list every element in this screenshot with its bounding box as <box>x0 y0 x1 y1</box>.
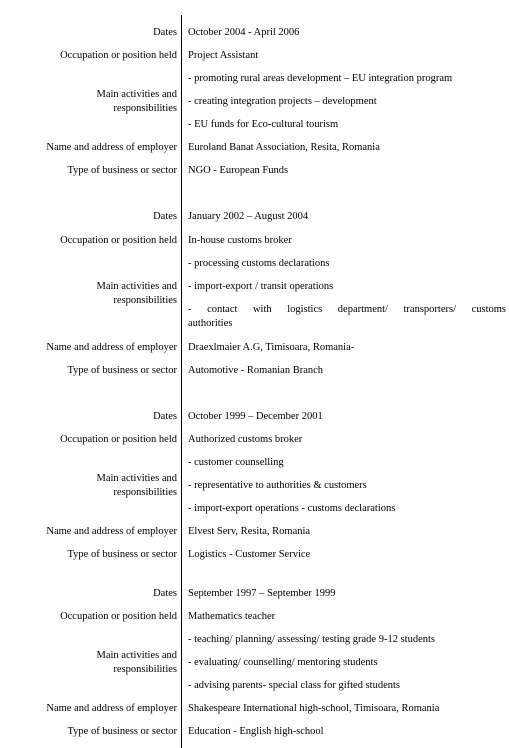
dates-label: Dates <box>153 411 177 422</box>
activities-label-line1: Main activities and <box>96 650 177 661</box>
dates-value: January 2002 – August 2004 <box>188 211 309 222</box>
activities-label-line2: responsibilities <box>113 664 177 675</box>
dates-value: October 1999 – December 2001 <box>188 411 323 422</box>
activities-label-line1: Main activities and <box>96 473 177 484</box>
sector-value: NGO - European Funds <box>188 165 289 176</box>
occupation-value: Project Assistant <box>188 50 259 61</box>
activities-label-line2: responsibilities <box>113 295 177 306</box>
occupation-label: Occupation or position held <box>60 235 177 246</box>
employer-value: Euroland Banat Association, Resita, Romania <box>188 142 380 153</box>
dates-value: October 2004 - April 2006 <box>188 27 300 38</box>
sector-value: Automotive - Romanian Branch <box>188 365 324 376</box>
dates-label: Dates <box>153 588 177 599</box>
occupation-value: In-house customs broker <box>188 235 292 246</box>
occupation-value: Mathematics teacher <box>188 611 276 622</box>
occupation-label: Occupation or position held <box>60 434 177 445</box>
activity-item: - EU funds for Eco-cultural tourism <box>188 119 339 130</box>
employer-label: Name and address of employer <box>46 342 177 353</box>
sector-label: Type of business or sector <box>67 549 177 560</box>
sector-value: Logistics - Customer Service <box>188 549 311 560</box>
column-divider <box>181 15 182 748</box>
employer-label: Name and address of employer <box>46 142 177 153</box>
activity-item-line: - contact with logistics department/ transporters/ customs <box>188 304 506 315</box>
sector-label: Type of business or sector <box>67 365 177 376</box>
activity-item: - creating integration projects – development <box>188 96 377 107</box>
activity-item: - advising parents- special class for gifted students <box>188 680 400 691</box>
sector-label: Type of business or sector <box>67 165 177 176</box>
activity-item: - customer counselling <box>188 457 284 468</box>
dates-label: Dates <box>153 211 177 222</box>
employer-label: Name and address of employer <box>46 526 177 537</box>
occupation-label: Occupation or position held <box>60 611 177 622</box>
employer-value: Draexlmaier A.G, Timisoara, Romania- <box>188 342 355 353</box>
occupation-value: Authorized customs broker <box>188 434 303 445</box>
activity-item: - evaluating/ counselling/ mentoring students <box>188 657 378 668</box>
activities-label-line1: Main activities and <box>96 89 177 100</box>
employer-label: Name and address of employer <box>46 703 177 714</box>
activity-item: - import-export operations - customs declarations <box>188 503 396 514</box>
activity-item-line: authorities <box>188 318 233 329</box>
activity-item: - representative to authorities & customers <box>188 480 367 491</box>
sector-value: Education - English high-school <box>188 726 324 737</box>
dates-value: September 1997 – September 1999 <box>188 588 336 599</box>
occupation-label: Occupation or position held <box>60 50 177 61</box>
activities-label-line2: responsibilities <box>113 487 177 498</box>
activity-item <box>188 303 506 331</box>
activity-item: - promoting rural areas development – EU integration program <box>188 73 453 84</box>
activities-label-line1: Main activities and <box>96 281 177 292</box>
activity-item: - processing customs declarations <box>188 258 330 269</box>
activity-item: - import-export / transit operations <box>188 281 334 292</box>
activity-item: - teaching/ planning/ assessing/ testing grade 9-12 students <box>188 634 435 645</box>
sector-label: Type of business or sector <box>67 726 177 737</box>
employer-value: Elvest Serv, Resita, Romania <box>188 526 311 537</box>
employer-value: Shakespeare International high-school, Timisoara, Romania <box>188 703 440 714</box>
dates-label: Dates <box>153 27 177 38</box>
activities-label-line2: responsibilities <box>113 103 177 114</box>
